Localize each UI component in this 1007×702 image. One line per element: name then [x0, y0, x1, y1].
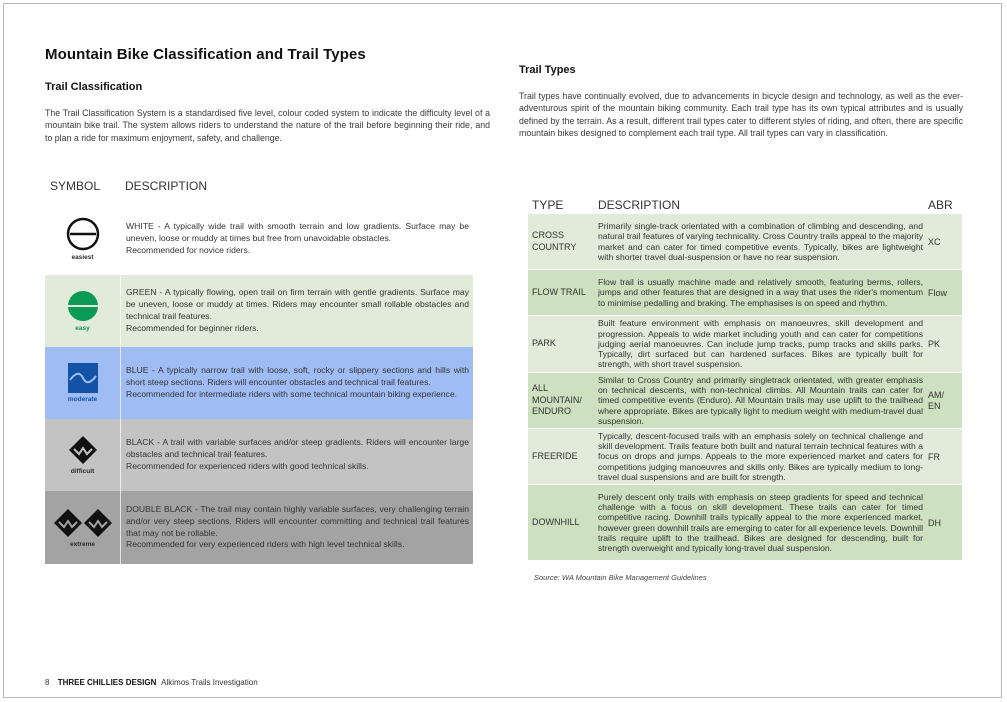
- description-line: DOUBLE BLACK - The trail may contain highly variable surfaces, very challenging terrain and/or very steep sections. Riders will encounter committing and technical trail features that may not be rollable.: [126, 503, 469, 538]
- page-title: Mountain Bike Classification and Trail Types: [45, 46, 366, 63]
- classification-intro: The Trail Classification System is a standardised five level, colour coded system to indicate the difficulty level of a mountain bike trail. The system allows riders to understand the nature of the trail before beginning their ride, and to plan a ride for maximum enjoyment, safety, and challenge.: [45, 108, 490, 143]
- trail-types-table: [528, 196, 962, 560]
- classification-row-black: [45, 419, 473, 491]
- classification-description: [121, 221, 473, 256]
- classification-description: [121, 504, 473, 551]
- trail-type-description: Flow trail is usually machine made and relatively smooth, featuring berms, rollers, jumps and other features that are designed in a way that uses the rider's momentum to minimise pedalling and braking. The emphasises is on speed and rhythm.: [598, 277, 923, 308]
- trail-type-description: Similar to Cross Country and primarily singletrack orientated, with greater emphasis on technical descents, with non-technical climbs. All Mountain trails can cater for timed competitive events (Enduro). All Mountain trails may use uplift to the trailhead where appropriate. Bikes are typically light to medium weight with medium-travel dual suspension.: [598, 374, 923, 426]
- footer-brand: THREE CHILLIES DESIGN: [57, 678, 157, 687]
- page-footer: [45, 678, 258, 687]
- classification-row-double-black: [45, 491, 473, 564]
- trail-type-description: Primarily single-track orientated with a combination of climbing and descending, and natural trail features of varying technicality. Cross Country trails appeal to the majority market and can cater for timed competitive events. Typically, bikes are lightweight with shorter travel dual-suspension or have no rear suspension.: [598, 221, 923, 262]
- symbol-cell: [45, 491, 121, 564]
- trail-types-table-header: [528, 196, 962, 213]
- trail-type-abbreviation: PK: [928, 339, 941, 349]
- trail-type-name: PARK: [532, 338, 556, 349]
- recommendation-line: Recommended for intermediate riders with some technical mountain biking experience.: [126, 388, 458, 399]
- classification-description: [121, 437, 473, 472]
- symbol-label: moderate: [67, 396, 98, 403]
- white-circle-icon: [66, 217, 100, 251]
- symbol-label: easy: [75, 325, 90, 332]
- classification-table: [45, 203, 473, 564]
- trail-type-row-cross-country: [528, 213, 962, 269]
- description-line: GREEN - A typically flowing, open trail on firm terrain with gentle gradients. Surface may be uneven, loose or muddy at times. Riders may encounter small rollable obstacles and technical trail features.: [126, 287, 469, 321]
- description-column-header: DESCRIPTION: [125, 179, 208, 193]
- trail-type-name: DOWNHILL: [532, 516, 580, 527]
- trail-type-row-park: [528, 315, 962, 372]
- trail-type-abbreviation: XC: [928, 236, 941, 247]
- trail-type-description: Built feature environment with emphasis on manoeuvres, skill development and progression. Appeals to wide market including youth and can cater for competitions judging aerial manoeuvres. Can include jump tracks, pump tracks and skills parks. Typically, dirt surfaced but can hardened surfaces. Bikes are typically built for strength, with short travel suspension.: [598, 318, 923, 370]
- type-column-header: TYPE: [532, 198, 564, 212]
- symbol-cell: [45, 419, 121, 491]
- trail-classification-section: [45, 46, 490, 550]
- double-black-diamond-icon: [54, 508, 112, 538]
- trail-type-name: FREERIDE: [532, 450, 578, 461]
- classification-row-white: [45, 203, 473, 275]
- symbol-label: difficult: [70, 468, 95, 475]
- footer-project: Alkimos Trails Investigation: [161, 678, 258, 687]
- trail-type-description: Typically, descent-focused trails with an emphasis solely on technical challenge and skill development. Trails feature both built and natural terrain technical features with a focus on drops and jumps. Appeals to the more experienced market and caters for competitions judging manoeuvres and skills only. Bikes are typically medium to long-travel dual suspensions and are built for strength.: [598, 430, 923, 482]
- trail-type-row-flow-trail: [528, 269, 962, 315]
- classification-description: [121, 287, 473, 334]
- classification-description: [121, 365, 473, 400]
- trail-types-heading: Trail Types: [519, 64, 576, 76]
- trail-type-row-all-mountain-enduro: [528, 372, 962, 428]
- symbol-cell: [45, 347, 121, 419]
- trail-type-abbreviation: FR: [928, 451, 940, 462]
- recommendation-line: Recommended for beginner riders.: [126, 322, 259, 333]
- abr-column-header: ABR: [928, 198, 953, 212]
- trail-types-section: [519, 64, 963, 582]
- symbol-cell: [45, 203, 121, 275]
- page-number: 8: [45, 678, 50, 687]
- trail-type-name: ALL MOUNTAIN/ ENDURO: [532, 383, 582, 417]
- description-line: BLACK - A trail with variable surfaces and/or steep gradients. Riders will encounter large obstacles and technical trail features.: [126, 437, 469, 460]
- description-column-header: DESCRIPTION: [598, 198, 681, 212]
- black-diamond-icon: [68, 435, 98, 465]
- symbol-column-header: SYMBOL: [50, 179, 101, 193]
- symbol-label: extreme: [70, 540, 95, 548]
- trail-type-row-freeride: [528, 428, 962, 484]
- classification-heading: Trail Classification: [45, 81, 143, 93]
- trail-type-name: FLOW TRAIL: [532, 286, 586, 297]
- recommendation-line: Recommended for novice riders.: [126, 244, 251, 255]
- recommendation-line: Recommended for experienced riders with good technical skills.: [126, 460, 369, 471]
- classification-row-green: [45, 275, 473, 347]
- green-circle-icon: [67, 290, 99, 322]
- symbol-cell: [45, 275, 121, 347]
- trail-type-name: CROSS COUNTRY: [532, 230, 577, 252]
- trail-type-abbreviation: DH: [928, 517, 941, 528]
- trail-type-description: Purely descent only trails with emphasis on steep gradients for speed and technical challenge with a focus on skill development. These trails can cater for timed competitive racing. Downhill trails typically appeal to the more experienced market, however green downhill trails are emerging to cater for all experience levels. Downhill trails require uplift to the trailhead. Bikes are designed for descending, built for strength overweight and typically long-travel dual suspension.: [598, 491, 923, 553]
- recommendation-line: Recommended for very experienced riders with high level technical skills.: [126, 539, 405, 550]
- description-line: BLUE - A typically narrow trail with loose, soft, rocky or slippery sections and hills with short steep sections. Riders will encounter obstacles and technical trail features.: [126, 365, 469, 388]
- blue-square-icon: [68, 363, 98, 393]
- trail-type-abbreviation: Flow: [928, 287, 948, 298]
- trail-type-abbreviation: AM/ EN: [928, 389, 945, 411]
- symbol-label: easiest: [71, 254, 94, 261]
- trail-types-intro: Trail types have continually evolved, due to advancements in bicycle design and technology, as well as the ever-adventurous spirit of the mountain biking community. Each trail type has its own typical attributes and is usually defined by the terrain. As a result, different trail types cater to different styles of riding, and often, there are specific mountain bikes designed to complement each trail type. All trail types can vary in classification.: [519, 91, 963, 138]
- source-note: Source: WA Mountain Bike Management Guidelines: [534, 573, 707, 582]
- classification-row-blue: [45, 347, 473, 419]
- trail-type-row-downhill: [528, 484, 962, 560]
- description-line: WHITE - A typically wide trail with smooth terrain and low gradients. Surface may be uneven, loose or muddy at times but free from unavoidable obstacles.: [126, 221, 469, 244]
